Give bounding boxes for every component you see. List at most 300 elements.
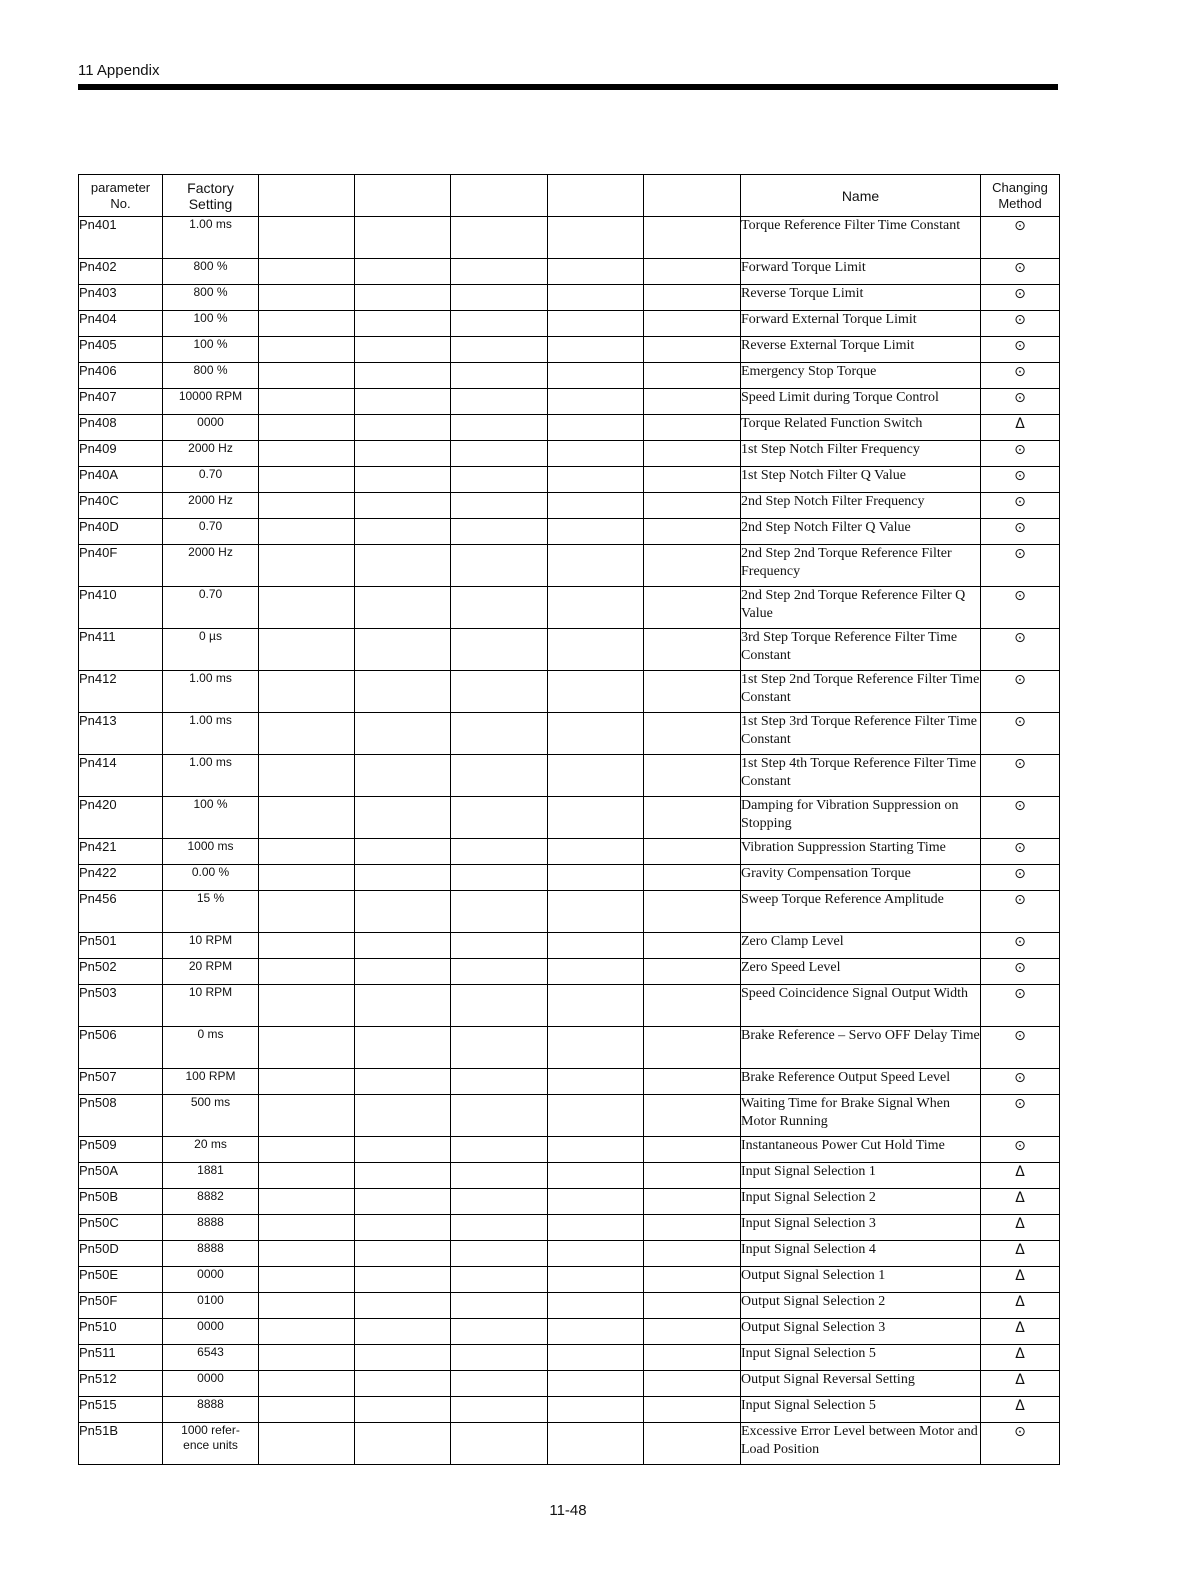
blank-cell (259, 755, 355, 797)
blank-cell (548, 1267, 644, 1293)
table-row (79, 363, 1060, 389)
blank-cell (355, 1241, 451, 1267)
blank-cell (451, 985, 548, 1027)
factory-setting: 1881 (163, 1163, 259, 1189)
blank-cell (548, 285, 644, 311)
blank-cell (355, 959, 451, 985)
parameter-name: Input Signal Selection 2 (741, 1189, 981, 1215)
blank-cell (355, 1215, 451, 1241)
circle-dot-icon: ⊙ (981, 755, 1060, 797)
factory-setting: 10 RPM (163, 985, 259, 1027)
parameter-name: Input Signal Selection 5 (741, 1397, 981, 1423)
parameter-no: Pn51B (79, 1423, 163, 1465)
factory-setting: 100 RPM (163, 1069, 259, 1095)
blank-cell (259, 839, 355, 865)
blank-cell (644, 1345, 741, 1371)
factory-setting: 800 % (163, 259, 259, 285)
circle-dot-icon: ⊙ (981, 1423, 1060, 1465)
parameter-name: Reverse External Torque Limit (741, 337, 981, 363)
blank-cell (451, 839, 548, 865)
table-row (79, 891, 1060, 933)
blank-cell (259, 389, 355, 415)
factory-setting: 6543 (163, 1345, 259, 1371)
header-rule (78, 84, 1058, 90)
blank-cell (259, 1163, 355, 1189)
parameter-name: Speed Limit during Torque Control (741, 389, 981, 415)
blank-cell (259, 337, 355, 363)
factory-setting: 0000 (163, 1319, 259, 1345)
blank-cell (644, 217, 741, 259)
parameter-no: Pn50D (79, 1241, 163, 1267)
parameter-name: Output Signal Reversal Setting (741, 1371, 981, 1397)
parameter-no: Pn50C (79, 1215, 163, 1241)
factory-setting: 0 ms (163, 1027, 259, 1069)
blank-cell (548, 1241, 644, 1267)
blank-cell (451, 1137, 548, 1163)
blank-cell (451, 629, 548, 671)
parameter-name: 2nd Step 2nd Torque Reference Filter Q Value (741, 587, 981, 629)
circle-dot-icon: ⊙ (981, 713, 1060, 755)
blank-cell (644, 671, 741, 713)
blank-cell (451, 389, 548, 415)
circle-dot-icon: ⊙ (981, 959, 1060, 985)
blank-cell (451, 363, 548, 389)
blank-cell (451, 1241, 548, 1267)
parameter-name: Output Signal Selection 1 (741, 1267, 981, 1293)
table-row (79, 1397, 1060, 1423)
blank-cell (355, 933, 451, 959)
blank-cell (548, 933, 644, 959)
blank-cell (548, 217, 644, 259)
blank-cell (259, 1137, 355, 1163)
table-row (79, 311, 1060, 337)
blank-cell (259, 587, 355, 629)
table-row (79, 1241, 1060, 1267)
blank-cell (355, 629, 451, 671)
parameter-name: Emergency Stop Torque (741, 363, 981, 389)
table-row (79, 985, 1060, 1027)
blank-cell (259, 1069, 355, 1095)
header-blank (451, 175, 548, 217)
blank-cell (644, 519, 741, 545)
blank-cell (644, 713, 741, 755)
parameter-name: Input Signal Selection 1 (741, 1163, 981, 1189)
table-row (79, 1095, 1060, 1137)
blank-cell (451, 545, 548, 587)
delta-icon: Δ (981, 1397, 1060, 1423)
blank-cell (451, 493, 548, 519)
blank-cell (259, 891, 355, 933)
blank-cell (451, 933, 548, 959)
circle-dot-icon: ⊙ (981, 1069, 1060, 1095)
factory-setting: 0000 (163, 1371, 259, 1397)
table-row (79, 337, 1060, 363)
circle-dot-icon: ⊙ (981, 311, 1060, 337)
section-header: 11 Appendix (78, 62, 160, 79)
blank-cell (644, 1215, 741, 1241)
blank-cell (548, 415, 644, 441)
parameter-name: Input Signal Selection 3 (741, 1215, 981, 1241)
parameter-no: Pn422 (79, 865, 163, 891)
blank-cell (451, 441, 548, 467)
blank-cell (451, 959, 548, 985)
factory-setting: 8888 (163, 1215, 259, 1241)
blank-cell (259, 865, 355, 891)
blank-cell (548, 389, 644, 415)
blank-cell (644, 1267, 741, 1293)
blank-cell (451, 671, 548, 713)
delta-icon: Δ (981, 1241, 1060, 1267)
blank-cell (548, 441, 644, 467)
header-blank (259, 175, 355, 217)
blank-cell (259, 1267, 355, 1293)
parameter-no: Pn50F (79, 1293, 163, 1319)
table-row (79, 389, 1060, 415)
blank-cell (355, 337, 451, 363)
blank-cell (355, 493, 451, 519)
blank-cell (355, 1027, 451, 1069)
blank-cell (548, 1215, 644, 1241)
parameter-name: Instantaneous Power Cut Hold Time (741, 1137, 981, 1163)
blank-cell (548, 1163, 644, 1189)
blank-cell (644, 1423, 741, 1465)
delta-icon: Δ (981, 1215, 1060, 1241)
table-row (79, 755, 1060, 797)
table-row (79, 1069, 1060, 1095)
blank-cell (644, 259, 741, 285)
blank-cell (548, 1189, 644, 1215)
parameter-no: Pn402 (79, 259, 163, 285)
parameter-name: 1st Step Notch Filter Q Value (741, 467, 981, 493)
blank-cell (451, 865, 548, 891)
blank-cell (548, 985, 644, 1027)
blank-cell (355, 755, 451, 797)
blank-cell (355, 865, 451, 891)
factory-setting: 500 ms (163, 1095, 259, 1137)
table-row (79, 285, 1060, 311)
parameter-name: Excessive Error Level between Motor and Load Position (741, 1423, 981, 1465)
blank-cell (548, 519, 644, 545)
factory-setting: 0.00 % (163, 865, 259, 891)
blank-cell (644, 755, 741, 797)
blank-cell (355, 1345, 451, 1371)
factory-setting: 100 % (163, 797, 259, 839)
parameter-no: Pn414 (79, 755, 163, 797)
blank-cell (451, 259, 548, 285)
blank-cell (355, 1189, 451, 1215)
factory-setting: 0.70 (163, 587, 259, 629)
blank-cell (644, 467, 741, 493)
blank-cell (548, 1095, 644, 1137)
parameter-no: Pn421 (79, 839, 163, 865)
parameter-name: Reverse Torque Limit (741, 285, 981, 311)
table-row (79, 713, 1060, 755)
blank-cell (259, 545, 355, 587)
factory-setting: 800 % (163, 363, 259, 389)
blank-cell (644, 933, 741, 959)
blank-cell (548, 1293, 644, 1319)
blank-cell (548, 1371, 644, 1397)
circle-dot-icon: ⊙ (981, 519, 1060, 545)
factory-setting: 2000 Hz (163, 545, 259, 587)
blank-cell (548, 1137, 644, 1163)
circle-dot-icon: ⊙ (981, 671, 1060, 713)
blank-cell (259, 713, 355, 755)
blank-cell (451, 519, 548, 545)
parameter-no: Pn456 (79, 891, 163, 933)
blank-cell (548, 493, 644, 519)
parameter-name: Output Signal Selection 3 (741, 1319, 981, 1345)
parameter-name: Damping for Vibration Suppression on Stopping (741, 797, 981, 839)
blank-cell (355, 389, 451, 415)
blank-cell (548, 1423, 644, 1465)
blank-cell (451, 1319, 548, 1345)
blank-cell (355, 545, 451, 587)
circle-dot-icon: ⊙ (981, 389, 1060, 415)
blank-cell (259, 415, 355, 441)
delta-icon: Δ (981, 415, 1060, 441)
blank-cell (644, 1027, 741, 1069)
factory-setting: 0000 (163, 1267, 259, 1293)
circle-dot-icon: ⊙ (981, 217, 1060, 259)
factory-setting: 1.00 ms (163, 671, 259, 713)
factory-setting: 0.70 (163, 467, 259, 493)
factory-setting: 20 ms (163, 1137, 259, 1163)
table-row (79, 629, 1060, 671)
blank-cell (644, 545, 741, 587)
blank-cell (548, 1397, 644, 1423)
blank-cell (355, 985, 451, 1027)
blank-cell (259, 1319, 355, 1345)
page-number: 11-48 (549, 1502, 587, 1519)
table-row (79, 415, 1060, 441)
blank-cell (259, 441, 355, 467)
parameter-no: Pn401 (79, 217, 163, 259)
blank-cell (644, 1293, 741, 1319)
blank-cell (548, 629, 644, 671)
factory-setting: 1.00 ms (163, 713, 259, 755)
table-row (79, 1027, 1060, 1069)
delta-icon: Δ (981, 1319, 1060, 1345)
table-row (79, 441, 1060, 467)
parameter-name: Zero Speed Level (741, 959, 981, 985)
blank-cell (355, 467, 451, 493)
parameter-name: Sweep Torque Reference Amplitude (741, 891, 981, 933)
header-factory-setting: Factory Setting (163, 175, 259, 217)
parameter-no: Pn509 (79, 1137, 163, 1163)
blank-cell (644, 629, 741, 671)
factory-setting: 1.00 ms (163, 755, 259, 797)
table-row (79, 545, 1060, 587)
table-row (79, 1189, 1060, 1215)
blank-cell (259, 259, 355, 285)
blank-cell (355, 519, 451, 545)
blank-cell (355, 1069, 451, 1095)
blank-cell (451, 713, 548, 755)
blank-cell (355, 891, 451, 933)
parameter-name: Output Signal Selection 2 (741, 1293, 981, 1319)
blank-cell (644, 891, 741, 933)
parameter-name: Torque Reference Filter Time Constant (741, 217, 981, 259)
circle-dot-icon: ⊙ (981, 587, 1060, 629)
parameter-no: Pn510 (79, 1319, 163, 1345)
circle-dot-icon: ⊙ (981, 891, 1060, 933)
blank-cell (259, 363, 355, 389)
blank-cell (548, 587, 644, 629)
delta-icon: Δ (981, 1189, 1060, 1215)
blank-cell (355, 671, 451, 713)
factory-setting: 8882 (163, 1189, 259, 1215)
parameter-no: Pn515 (79, 1397, 163, 1423)
blank-cell (644, 985, 741, 1027)
blank-cell (355, 1137, 451, 1163)
blank-cell (548, 713, 644, 755)
blank-cell (451, 1423, 548, 1465)
blank-cell (451, 891, 548, 933)
table-row (79, 959, 1060, 985)
parameter-no: Pn413 (79, 713, 163, 755)
blank-cell (259, 493, 355, 519)
blank-cell (548, 671, 644, 713)
factory-setting: 10000 RPM (163, 389, 259, 415)
blank-cell (644, 1319, 741, 1345)
blank-cell (355, 1267, 451, 1293)
factory-setting: 2000 Hz (163, 441, 259, 467)
blank-cell (644, 415, 741, 441)
factory-setting: 800 % (163, 285, 259, 311)
blank-cell (548, 467, 644, 493)
blank-cell (644, 311, 741, 337)
blank-cell (451, 1027, 548, 1069)
parameter-no: Pn50E (79, 1267, 163, 1293)
blank-cell (355, 1293, 451, 1319)
blank-cell (355, 441, 451, 467)
blank-cell (259, 1241, 355, 1267)
parameter-name: Forward Torque Limit (741, 259, 981, 285)
parameter-name: Torque Related Function Switch (741, 415, 981, 441)
parameter-name: Brake Reference – Servo OFF Delay Time (741, 1027, 981, 1069)
blank-cell (548, 959, 644, 985)
parameter-name: 1st Step Notch Filter Frequency (741, 441, 981, 467)
blank-cell (548, 755, 644, 797)
blank-cell (355, 259, 451, 285)
parameter-no: Pn50B (79, 1189, 163, 1215)
blank-cell (259, 1423, 355, 1465)
blank-cell (355, 587, 451, 629)
circle-dot-icon: ⊙ (981, 629, 1060, 671)
blank-cell (644, 839, 741, 865)
blank-cell (451, 1215, 548, 1241)
parameter-no: Pn508 (79, 1095, 163, 1137)
parameter-name: Vibration Suppression Starting Time (741, 839, 981, 865)
parameter-no: Pn50A (79, 1163, 163, 1189)
blank-cell (259, 1293, 355, 1319)
table-row (79, 217, 1060, 259)
blank-cell (355, 1095, 451, 1137)
blank-cell (548, 1027, 644, 1069)
table-row (79, 671, 1060, 713)
parameter-no: Pn409 (79, 441, 163, 467)
parameter-name: 2nd Step Notch Filter Q Value (741, 519, 981, 545)
parameter-name: 1st Step 3rd Torque Reference Filter Time Constant (741, 713, 981, 755)
blank-cell (548, 337, 644, 363)
blank-cell (451, 1267, 548, 1293)
circle-dot-icon: ⊙ (981, 797, 1060, 839)
blank-cell (644, 337, 741, 363)
blank-cell (259, 985, 355, 1027)
blank-cell (548, 363, 644, 389)
blank-cell (259, 311, 355, 337)
table-row (79, 259, 1060, 285)
blank-cell (548, 891, 644, 933)
table-row (79, 1215, 1060, 1241)
parameter-no: Pn40A (79, 467, 163, 493)
blank-cell (355, 415, 451, 441)
blank-cell (355, 285, 451, 311)
circle-dot-icon: ⊙ (981, 467, 1060, 493)
header-changing-method: Changing Method (981, 175, 1060, 217)
parameter-name: 2nd Step Notch Filter Frequency (741, 493, 981, 519)
blank-cell (259, 671, 355, 713)
parameter-name: Forward External Torque Limit (741, 311, 981, 337)
blank-cell (355, 713, 451, 755)
factory-setting: 0000 (163, 415, 259, 441)
circle-dot-icon: ⊙ (981, 933, 1060, 959)
blank-cell (259, 519, 355, 545)
blank-cell (451, 797, 548, 839)
blank-cell (259, 1371, 355, 1397)
circle-dot-icon: ⊙ (981, 493, 1060, 519)
blank-cell (548, 1069, 644, 1095)
table-row (79, 1371, 1060, 1397)
factory-setting: 100 % (163, 311, 259, 337)
blank-cell (548, 259, 644, 285)
blank-cell (548, 865, 644, 891)
factory-setting: 15 % (163, 891, 259, 933)
circle-dot-icon: ⊙ (981, 441, 1060, 467)
blank-cell (644, 1069, 741, 1095)
blank-cell (644, 959, 741, 985)
parameter-name: 3rd Step Torque Reference Filter Time Constant (741, 629, 981, 671)
blank-cell (355, 1397, 451, 1423)
blank-cell (644, 1397, 741, 1423)
blank-cell (259, 1345, 355, 1371)
table-row (79, 865, 1060, 891)
parameter-no: Pn406 (79, 363, 163, 389)
blank-cell (259, 1189, 355, 1215)
blank-cell (644, 1163, 741, 1189)
blank-cell (451, 1069, 548, 1095)
parameter-name: Waiting Time for Brake Signal When Motor Running (741, 1095, 981, 1137)
circle-dot-icon: ⊙ (981, 1095, 1060, 1137)
blank-cell (259, 933, 355, 959)
blank-cell (259, 1027, 355, 1069)
parameter-name: Brake Reference Output Speed Level (741, 1069, 981, 1095)
blank-cell (259, 1215, 355, 1241)
parameter-name: Zero Clamp Level (741, 933, 981, 959)
parameter-no: Pn408 (79, 415, 163, 441)
blank-cell (355, 797, 451, 839)
blank-cell (451, 285, 548, 311)
blank-cell (259, 797, 355, 839)
blank-cell (644, 441, 741, 467)
circle-dot-icon: ⊙ (981, 285, 1060, 311)
parameter-name: Input Signal Selection 4 (741, 1241, 981, 1267)
blank-cell (548, 839, 644, 865)
parameter-no: Pn503 (79, 985, 163, 1027)
circle-dot-icon: ⊙ (981, 337, 1060, 363)
table-row (79, 1293, 1060, 1319)
